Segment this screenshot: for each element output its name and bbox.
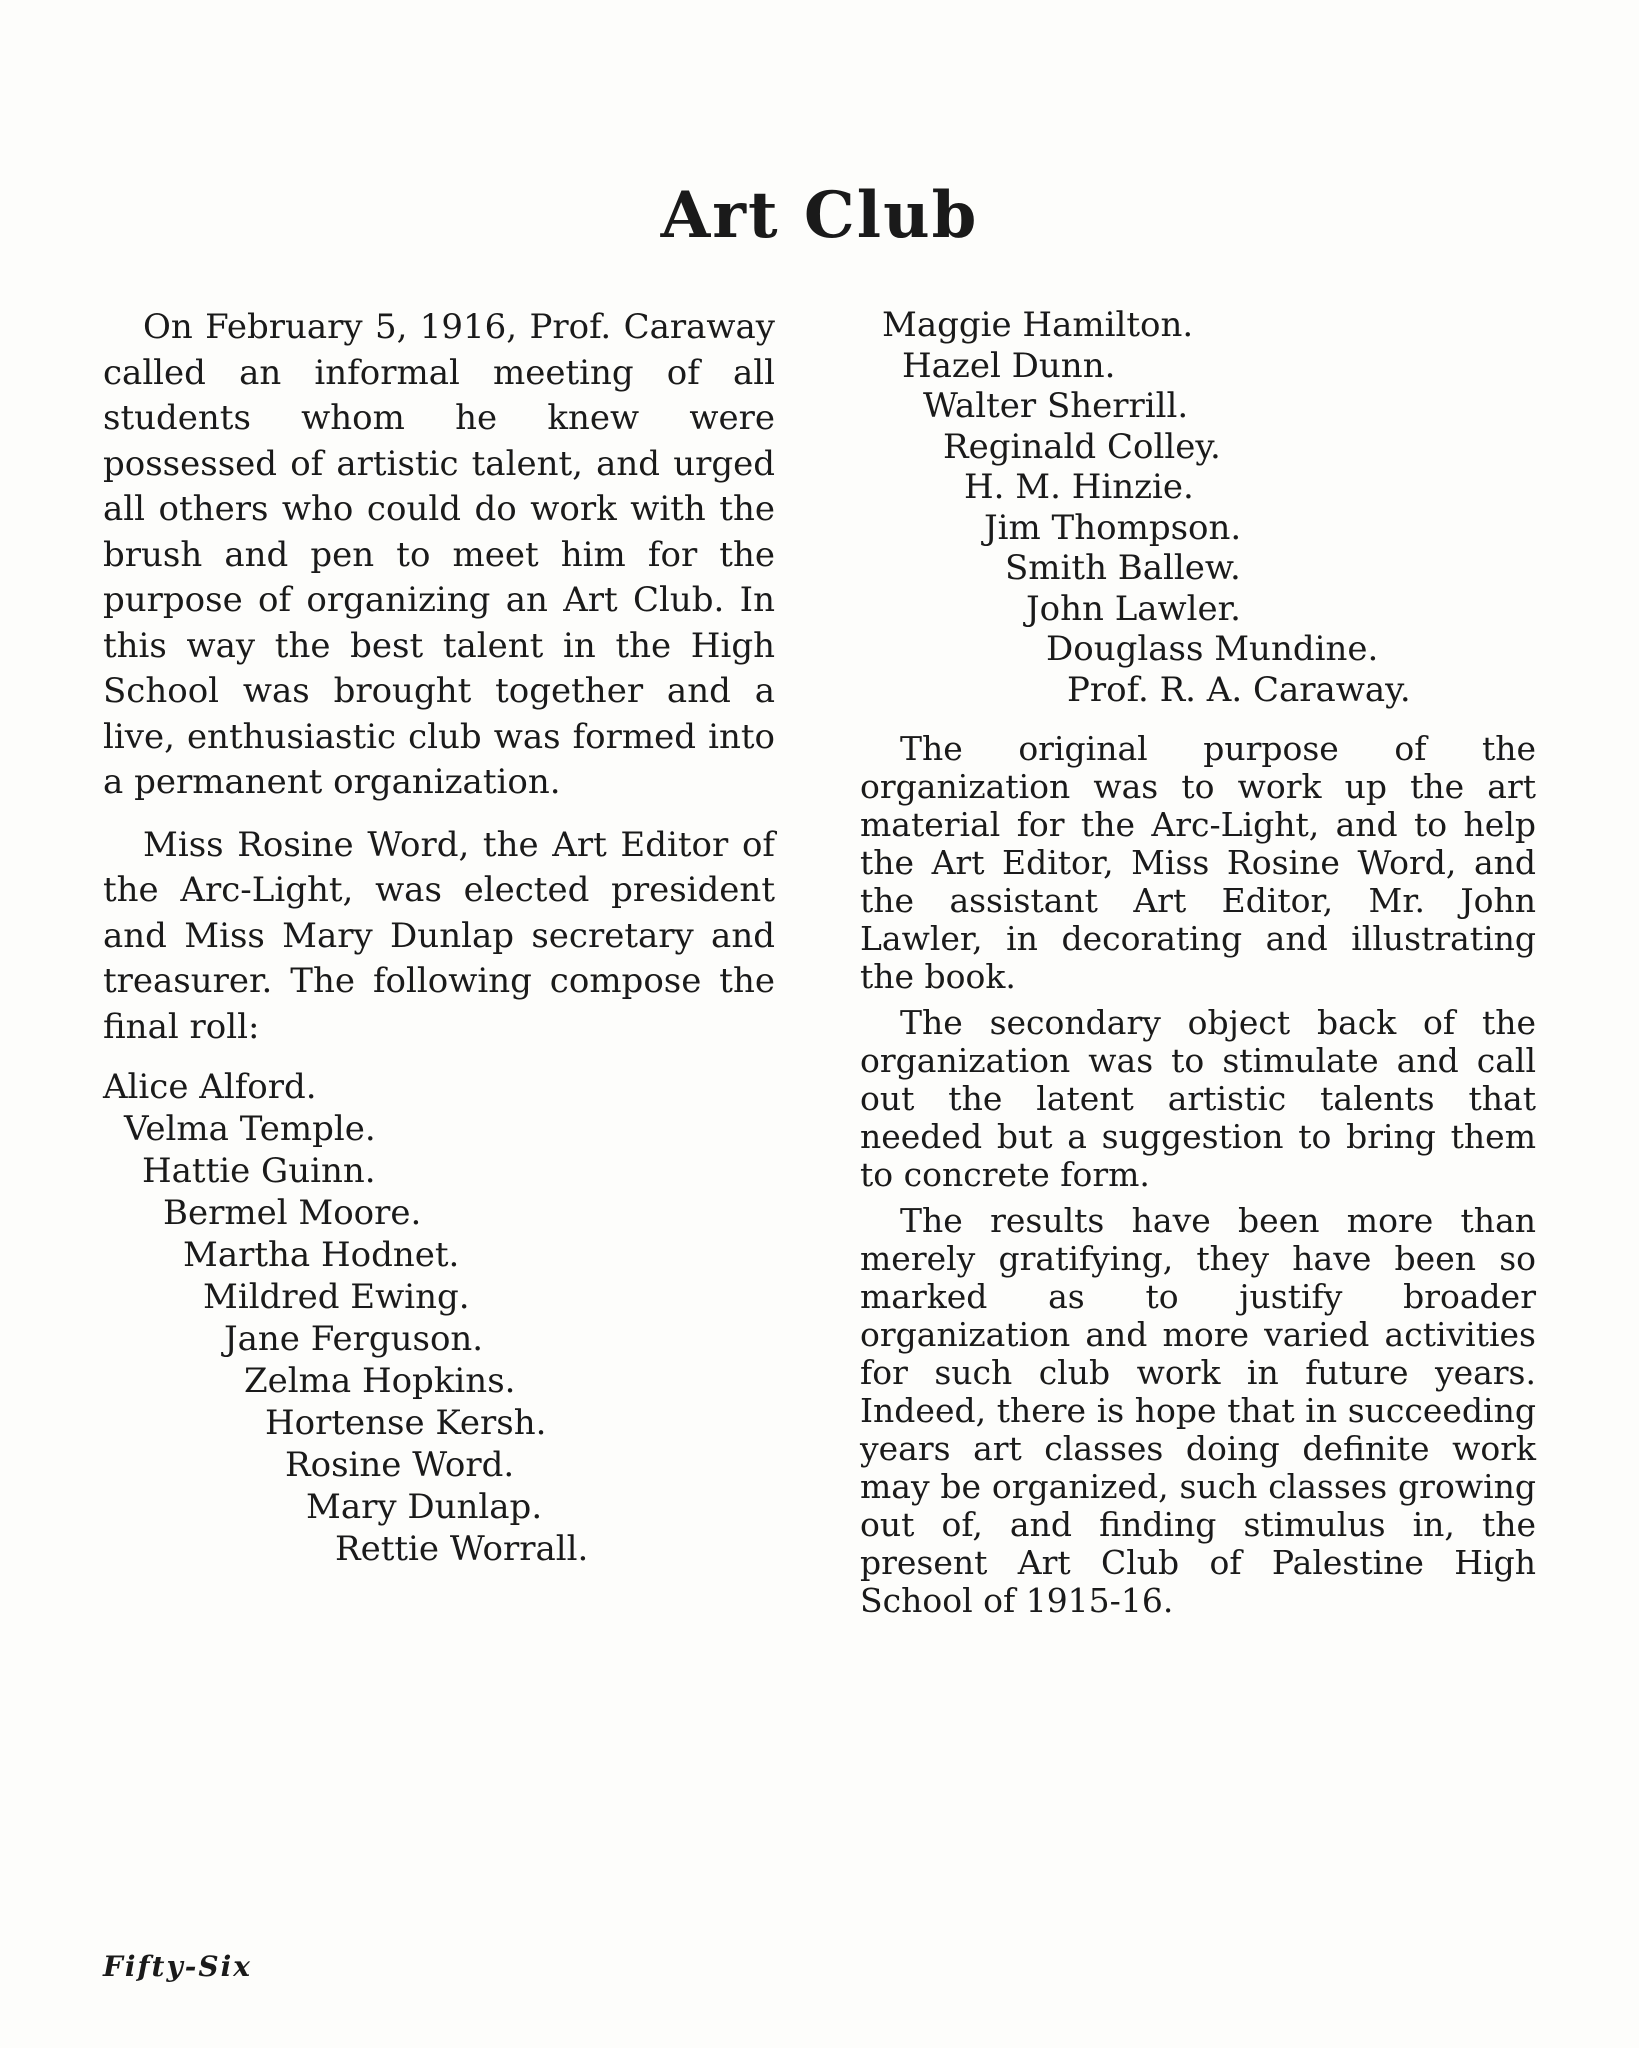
page-number: Fifty-Six	[103, 1950, 252, 1983]
roll-item: Hazel Dunn.	[902, 345, 1116, 386]
intro-paragraph: On February 5, 1916, Prof. Caraway called an informal meeting of all students whom he knew were possessed of artistic talent, and urged all others who could do work with the brush and pen to meet him for the purpose of organizing an Art Club. In this way the best talent in the High School was brought together and a live, enthusiastic club was formed into a permanent organization.	[103, 307, 775, 802]
page-title: Art Club	[660, 178, 979, 253]
roll-item: Hortense Kersh.	[265, 1403, 547, 1443]
roll-item: Hattie Guinn.	[142, 1151, 376, 1191]
purpose-paragraph: The original purpose of the organization was to work up the art material for the Arc-Light, and to help the Art Editor, Miss Rosine Word, and the assistant Art Editor, Mr. John Lawler, in decorating and illustrating the book.	[860, 729, 1536, 996]
roll-item: Douglass Mundine.	[1046, 629, 1379, 669]
roll-item: Prof. R. A. Caraway.	[1067, 669, 1411, 710]
member-roll-left	[103, 1066, 775, 1570]
roll-item: John Lawler.	[1026, 588, 1241, 629]
roll-item: Velma Temple.	[124, 1109, 376, 1149]
left-column	[103, 305, 775, 1570]
roll-item: Mary Dunlap.	[306, 1487, 543, 1527]
results-paragraph: The results have been more than merely gratifying, they have been so marked as to justify broader organization and more varied activities for such club work in future years. Indeed, there is hope that in succeeding years art classes doing definite work may be organized, such classes growing out of, and finding stimulus in, the present Art Club of Palestine High School of 1915-16.	[860, 1201, 1536, 1620]
roll-item: Jim Thompson.	[984, 507, 1242, 548]
roll-item: Mildred Ewing.	[203, 1277, 470, 1317]
roll-item: Alice Alford.	[103, 1067, 317, 1107]
roll-item: Jane Ferguson.	[224, 1319, 484, 1359]
roll-item: Walter Sherrill.	[923, 386, 1189, 426]
officers-paragraph: Miss Rosine Word, the Art Editor of the Arc-Light, was elected president and Miss Mary Dunlap secretary and treasurer. The following compose the final roll:	[103, 824, 775, 1047]
secondary-object-paragraph: The secondary object back of the organization was to stimulate and call out the latent artistic talents that needed but a suggestion to bring them to concrete form.	[860, 1003, 1536, 1194]
roll-item: Reginald Colley.	[943, 426, 1221, 467]
roll-item: Bermel Moore.	[163, 1193, 422, 1233]
roll-item: Martha Hodnet.	[183, 1235, 460, 1275]
member-roll-right	[860, 305, 1536, 710]
roll-item: Smith Ballew.	[1005, 548, 1241, 588]
roll-item: Zelma Hopkins.	[244, 1361, 516, 1401]
roll-item: Rosine Word.	[285, 1445, 515, 1485]
roll-item: Maggie Hamilton.	[882, 305, 1194, 345]
roll-item: H. M. Hinzie.	[964, 467, 1194, 507]
right-column	[860, 305, 1536, 1620]
roll-item: Rettie Worrall.	[335, 1529, 589, 1569]
